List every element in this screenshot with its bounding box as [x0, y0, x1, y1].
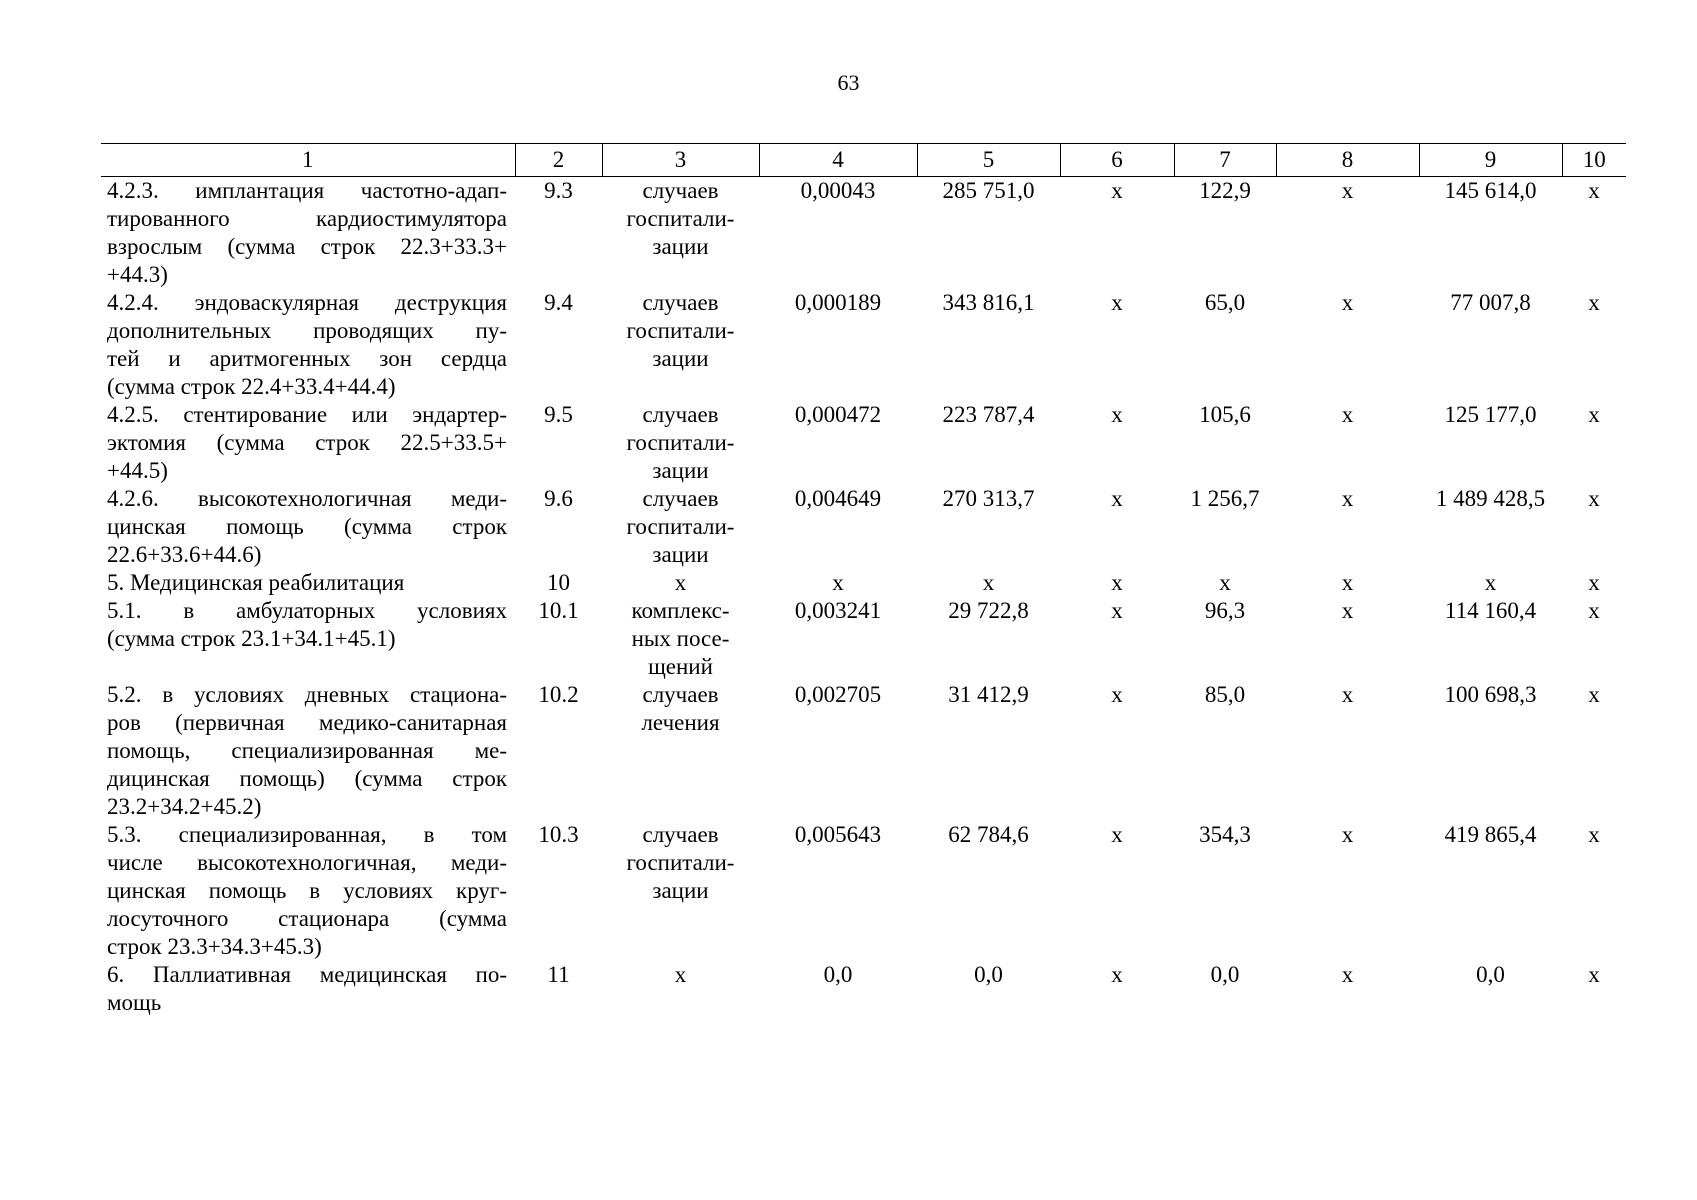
unit-line: госпитали- [626, 430, 735, 455]
value-cell-col-7: 96,3 [1204, 598, 1246, 623]
description-line: тированного кардиостимулятора [107, 206, 507, 231]
description-line: дицинская помощь) (сумма строк [107, 766, 507, 791]
value-cell-col-10: х [1588, 570, 1600, 595]
unit-line: случаев [642, 402, 719, 427]
description-line: мощь [107, 990, 162, 1015]
unit-line: комплекс- [631, 598, 730, 623]
unit-line: ных посе- [631, 626, 730, 651]
table-row [101, 289, 1626, 401]
unit-of-measure [602, 177, 759, 290]
value-cell-col-10: х [1588, 682, 1600, 707]
value-cell-col-9: 1 489 428,5 [1435, 486, 1546, 511]
column-header: 2 [515, 144, 602, 177]
value-cell-col-8: х [1341, 290, 1354, 315]
unit-line: случаев [642, 290, 719, 315]
column-header: 5 [917, 144, 1060, 177]
value-cell-col-6: х [1111, 290, 1123, 315]
value-cell-col-4: 0,00043 [800, 178, 876, 203]
value-cell-col-5: 270 313,7 [942, 486, 1035, 511]
table-row [101, 569, 1626, 597]
unit-line: госпитали- [626, 206, 735, 231]
description-line: цинская помощь в условиях круг- [107, 878, 507, 903]
table-body [101, 177, 1626, 1018]
value-cell-col-8: х [1341, 822, 1354, 847]
description-line: 4.2.5. стентирование или эндартер- [107, 402, 507, 427]
row-description [101, 569, 515, 597]
unit-of-measure [602, 681, 759, 821]
table-row [101, 821, 1626, 961]
value-cell-col-7: х [1219, 570, 1231, 595]
unit-line: х [674, 962, 687, 987]
table-row [101, 177, 1626, 290]
value-cell-col-9: 77 007,8 [1450, 290, 1531, 315]
column-header: 7 [1174, 144, 1276, 177]
value-cell-col-7: 85,0 [1204, 682, 1246, 707]
unit-of-measure [602, 961, 759, 1017]
description-line: 22.6+33.6+44.6) [107, 542, 262, 567]
row-code: 9.3 [544, 178, 573, 203]
unit-of-measure [602, 821, 759, 961]
row-description [101, 401, 515, 485]
unit-line: случаев [642, 822, 719, 847]
unit-of-measure [602, 289, 759, 401]
description-line: 4.2.3. имплантация частотно-адап- [107, 178, 507, 203]
value-cell-col-4: 0,005643 [794, 822, 882, 847]
description-line: ров (первичная медико-санитарная [107, 710, 507, 735]
value-cell-col-10: х [1588, 486, 1600, 511]
description-line: 5.3. специализированная, в том [107, 822, 507, 847]
column-header: 3 [602, 144, 759, 177]
description-line: 4.2.4. эндоваскулярная деструкция [107, 290, 507, 315]
column-header: 1 [101, 144, 515, 177]
description-line: дополнительных проводящих пу- [107, 318, 507, 343]
value-cell-col-8: х [1341, 178, 1354, 203]
unit-of-measure [602, 597, 759, 681]
value-cell-col-9: 125 177,0 [1444, 402, 1537, 427]
row-code: 11 [547, 962, 570, 987]
value-cell-col-5: 31 412,9 [948, 682, 1029, 707]
value-cell-col-6: х [1111, 682, 1123, 707]
value-cell-col-7: 105,6 [1199, 402, 1251, 427]
value-cell-col-4: 0,000189 [794, 290, 882, 315]
table-row [101, 681, 1626, 821]
value-cell-col-4: х [832, 570, 844, 595]
column-header: 6 [1060, 144, 1174, 177]
description-line: 4.2.6. высокотехнологичная меди- [107, 486, 507, 511]
description-line: помощь, специализированная ме- [107, 738, 507, 763]
value-cell-col-5: 285 751,0 [942, 178, 1035, 203]
row-description [101, 597, 515, 681]
unit-line: случаев [642, 682, 719, 707]
unit-line: зации [652, 878, 709, 903]
column-header: 4 [759, 144, 917, 177]
value-cell-col-8: х [1341, 598, 1354, 623]
description-line: цинская помощь (сумма строк [107, 514, 507, 539]
description-line: эктомия (сумма строк 22.5+33.5+ [107, 430, 507, 455]
description-line: лосуточного стационара (сумма [107, 906, 507, 931]
value-cell-col-5: 29 722,8 [948, 598, 1029, 623]
table-row [101, 597, 1626, 681]
table-row [101, 961, 1626, 1017]
description-line: 6. Паллиативная медицинская по- [107, 962, 507, 987]
value-cell-col-6: х [1111, 570, 1123, 595]
description-line: 5.2. в условиях дневных стациона- [107, 682, 507, 707]
value-cell-col-8: х [1341, 962, 1354, 987]
row-code: 10.3 [538, 822, 579, 847]
description-line: +44.5) [107, 458, 168, 483]
unit-line: зации [652, 542, 709, 567]
description-line: строк 23.3+34.3+45.3) [107, 934, 322, 959]
description-line: +44.3) [107, 262, 168, 287]
unit-of-measure [602, 569, 759, 597]
value-cell-col-6: х [1111, 962, 1123, 987]
value-cell-col-4: 0,004649 [794, 486, 882, 511]
value-cell-col-7: 65,0 [1204, 290, 1246, 315]
value-cell-col-6: х [1111, 402, 1123, 427]
value-cell-col-9: 0,0 [1476, 962, 1505, 987]
unit-line: госпитали- [626, 850, 735, 875]
value-cell-col-10: х [1588, 178, 1600, 203]
value-cell-col-4: 0,0 [823, 962, 853, 987]
header-row [101, 144, 1626, 177]
description-line: взрослым (сумма строк 22.3+33.3+ [107, 234, 507, 259]
value-cell-col-7: 122,9 [1199, 178, 1251, 203]
value-cell-col-10: х [1588, 822, 1600, 847]
column-header: 8 [1276, 144, 1419, 177]
value-cell-col-10: х [1588, 598, 1600, 623]
row-description [101, 961, 515, 1017]
data-table [101, 143, 1626, 1017]
description-line: 23.2+34.2+45.2) [107, 794, 262, 819]
value-cell-col-10: х [1588, 402, 1600, 427]
value-cell-col-4: 0,002705 [794, 682, 882, 707]
value-cell-col-10: х [1588, 962, 1600, 987]
unit-line: щений [648, 654, 713, 679]
value-cell-col-8: х [1341, 402, 1354, 427]
value-cell-col-7: 0,0 [1210, 962, 1240, 987]
value-cell-col-6: х [1111, 178, 1123, 203]
unit-line: госпитали- [626, 514, 735, 539]
value-cell-col-5: х [982, 570, 995, 595]
value-cell-col-8: х [1341, 486, 1354, 511]
table-row [101, 485, 1626, 569]
unit-line: лечения [641, 710, 720, 735]
unit-of-measure [602, 485, 759, 569]
value-cell-col-5: 223 787,4 [942, 402, 1035, 427]
row-description [101, 681, 515, 821]
description-line: числе высокотехнологичная, меди- [107, 850, 507, 875]
unit-line: зации [652, 346, 709, 371]
value-cell-col-4: 0,003241 [794, 598, 882, 623]
value-cell-col-5: 62 784,6 [948, 822, 1029, 847]
unit-line: зации [652, 234, 709, 259]
row-code: 10 [547, 570, 570, 595]
value-cell-col-6: х [1111, 598, 1123, 623]
value-cell-col-9: 419 865,4 [1444, 822, 1537, 847]
row-code: 9.5 [544, 402, 573, 427]
unit-of-measure [602, 401, 759, 485]
value-cell-col-9: 100 698,3 [1444, 682, 1537, 707]
column-header: 9 [1419, 144, 1562, 177]
row-description [101, 177, 515, 290]
value-cell-col-7: 1 256,7 [1190, 486, 1260, 511]
value-cell-col-8: х [1341, 682, 1354, 707]
value-cell-col-9: х [1484, 570, 1497, 595]
value-cell-col-4: 0,000472 [794, 402, 882, 427]
value-cell-col-6: х [1111, 486, 1123, 511]
row-code: 10.2 [538, 682, 579, 707]
page-number: 63 [837, 70, 860, 95]
value-cell-col-6: х [1111, 822, 1123, 847]
unit-line: случаев [642, 178, 719, 203]
unit-line: зации [652, 458, 709, 483]
description-line: (сумма строк 22.4+33.4+44.4) [107, 374, 396, 399]
description-line: 5.1. в амбулаторных условиях [107, 598, 507, 623]
value-cell-col-7: 354,3 [1199, 822, 1251, 847]
value-cell-col-5: 0,0 [974, 962, 1003, 987]
row-description [101, 485, 515, 569]
unit-line: х [674, 570, 687, 595]
value-cell-col-9: 145 614,0 [1444, 178, 1537, 203]
row-description [101, 821, 515, 961]
unit-line: госпитали- [626, 318, 735, 343]
table-row [101, 401, 1626, 485]
value-cell-col-10: х [1588, 290, 1600, 315]
row-code: 9.6 [544, 486, 573, 511]
value-cell-col-9: 114 160,4 [1444, 598, 1537, 623]
value-cell-col-8: х [1341, 570, 1354, 595]
unit-line: случаев [642, 486, 719, 511]
description-line: 5. Медицинская реабилитация [107, 570, 405, 595]
row-code: 9.4 [544, 290, 573, 315]
description-line: (сумма строк 23.1+34.1+45.1) [107, 626, 396, 651]
column-header: 10 [1562, 144, 1626, 177]
row-code: 10.1 [538, 598, 579, 623]
description-line: тей и аритмогенных зон сердца [107, 346, 507, 371]
row-description [101, 289, 515, 401]
value-cell-col-5: 343 816,1 [942, 290, 1035, 315]
